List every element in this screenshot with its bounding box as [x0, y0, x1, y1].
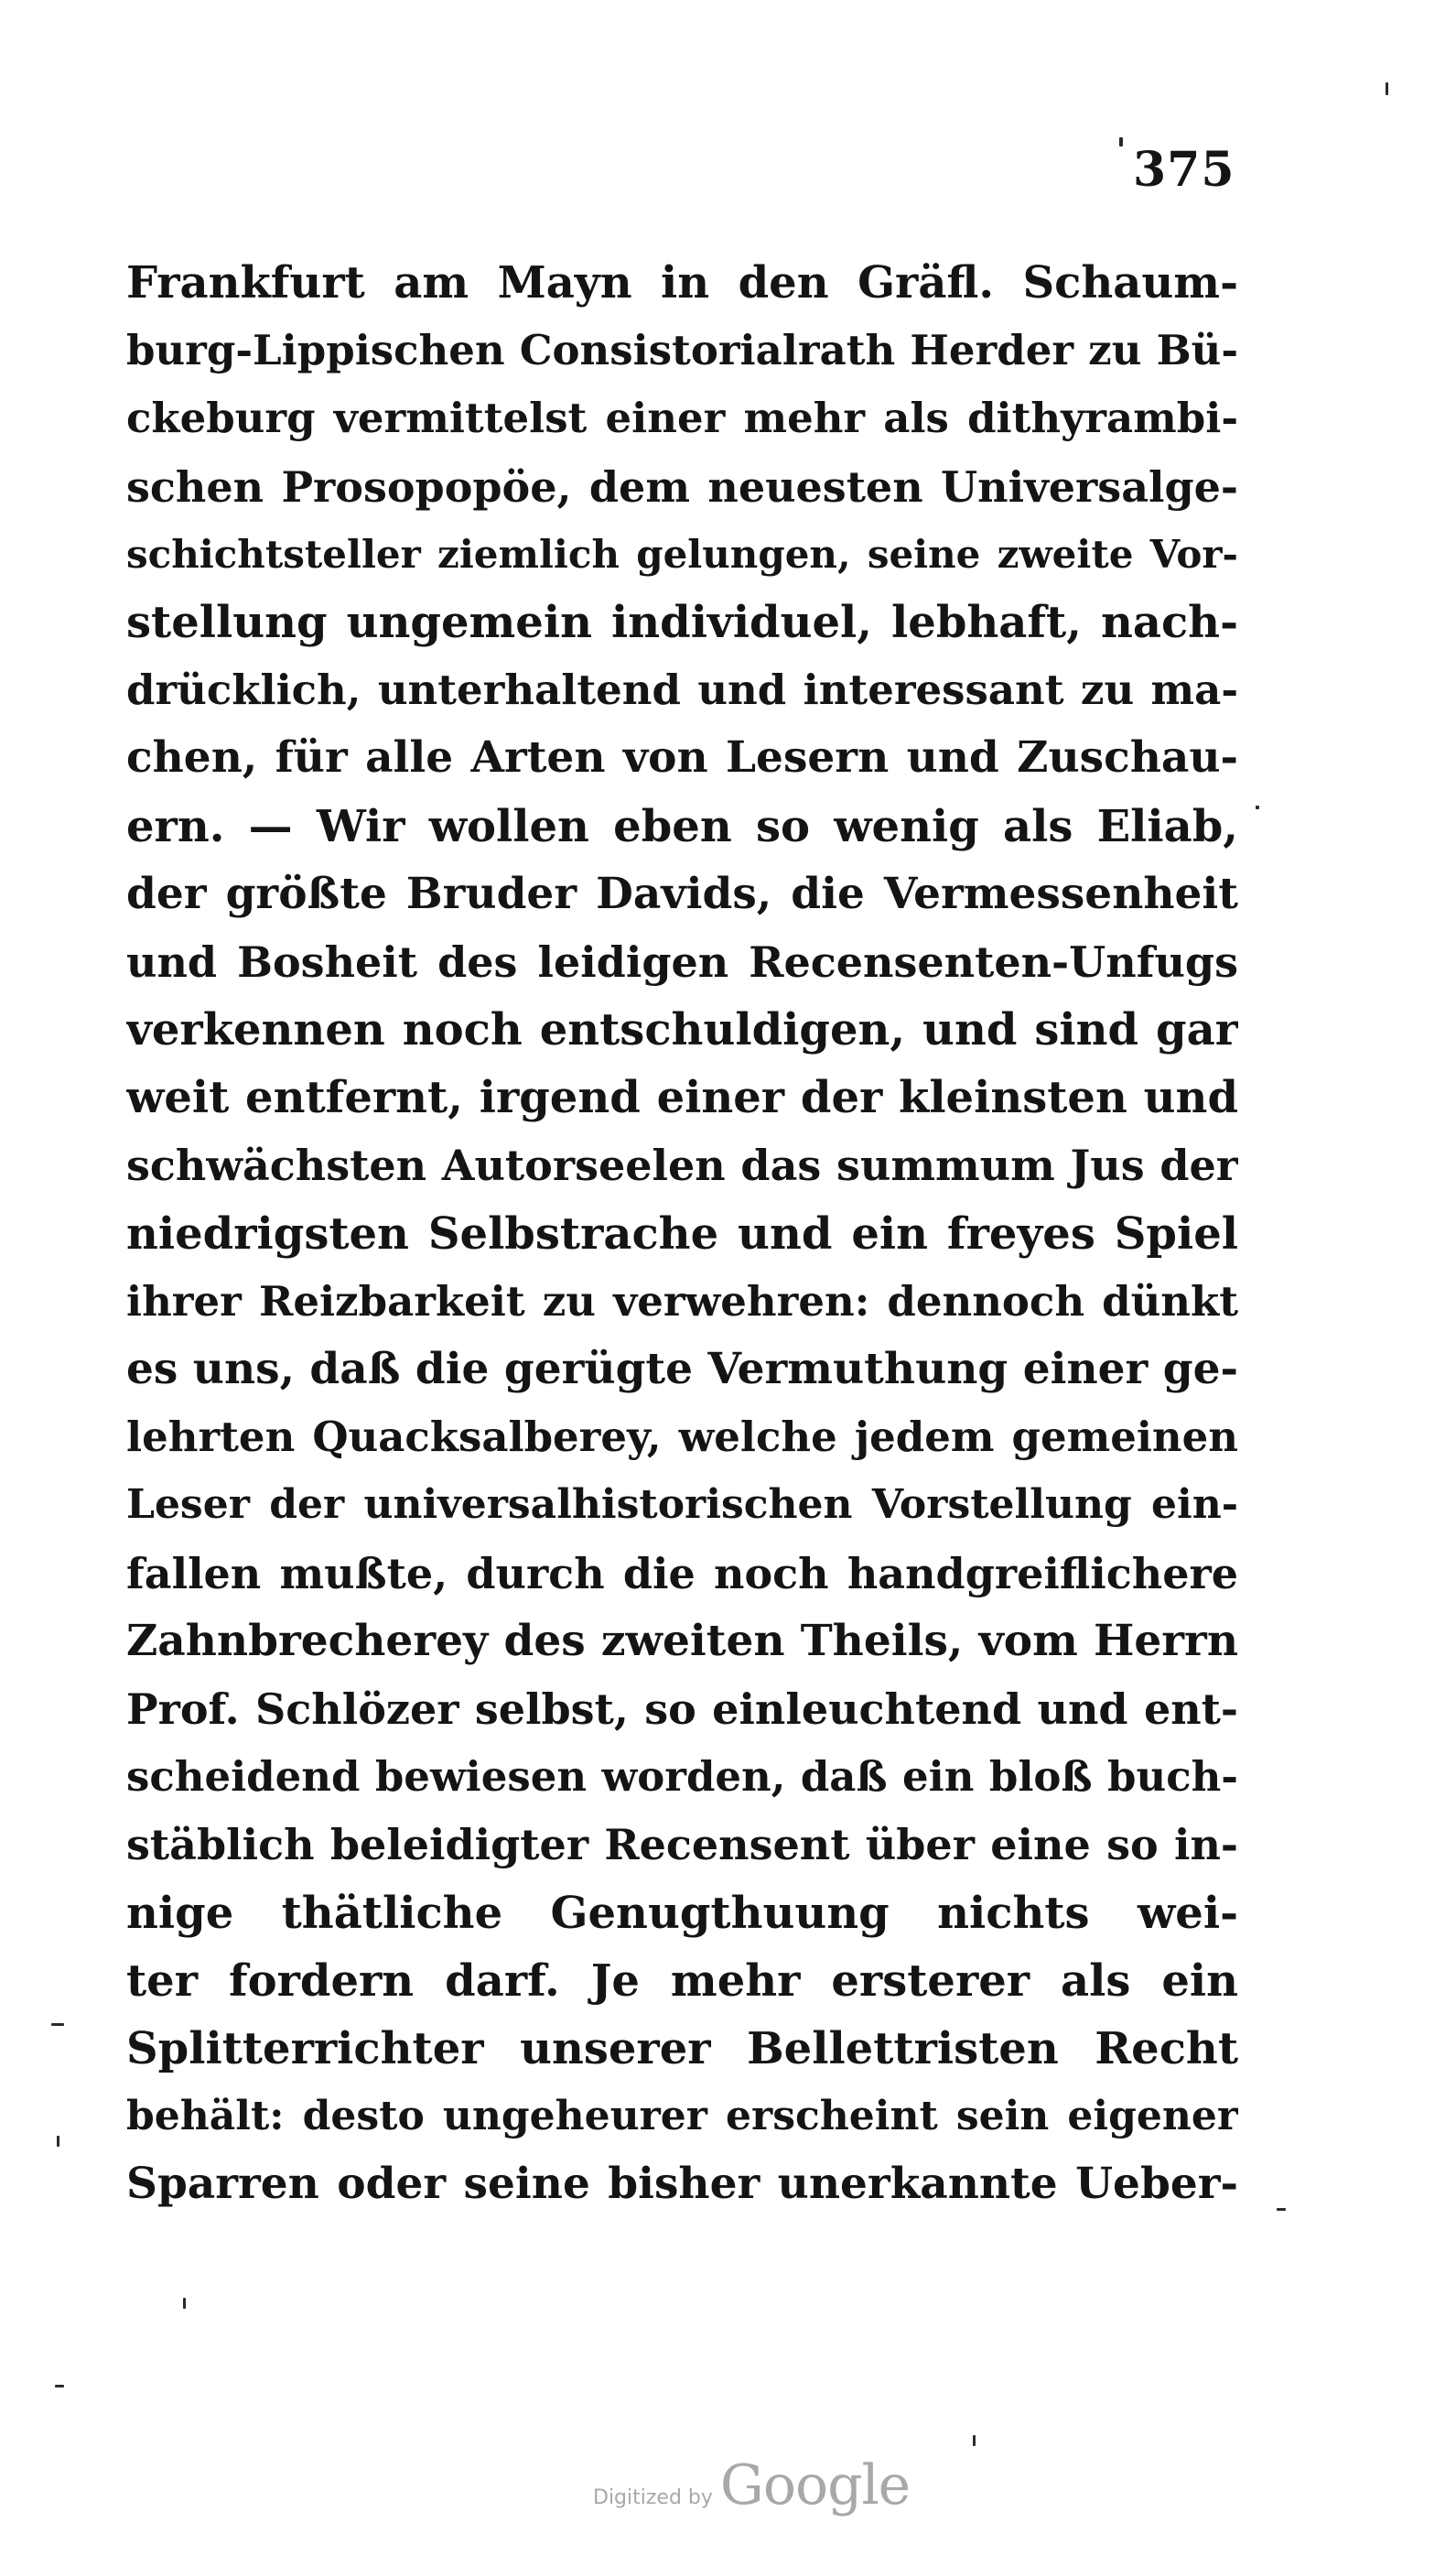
text-line: behält: desto ungeheurer erscheint sein eigener	[126, 2093, 1238, 2140]
text-line: Sparren oder seine bisher unerkannte Ueber-	[126, 2159, 1238, 2210]
text-line: ihrer Reizbarkeit zu verwehren: dennoch dünkt	[126, 1276, 1238, 1326]
text-line: ckeburg vermittelst einer mehr als dithyrambi-	[126, 394, 1238, 443]
text-line: der größte Bruder Davids, die Vermessenheit	[126, 868, 1238, 919]
text-line: schichtsteller ziemlich gelungen, seine zweite Vor-	[126, 531, 1238, 577]
text-line: stellung ungemein individuel, lebhaft, nach-	[126, 596, 1238, 648]
text-line: es uns, daß die gerügte Vermuthung einer ge-	[126, 1344, 1238, 1394]
text-line: scheidend bewiesen worden, daß ein bloß buch-	[126, 1752, 1238, 1802]
text-line: weit entfernt, irgend einer der kleinsten und	[126, 1072, 1238, 1124]
scan-speck	[973, 2435, 976, 2446]
scan-speck	[51, 2023, 64, 2026]
scan-speck	[1386, 82, 1388, 95]
text-line: Leser der universalhistorischen Vorstellung ein-	[126, 1481, 1238, 1529]
text-line: nige thätliche Genugthuung nichts wei-	[126, 1887, 1238, 1939]
text-line: Frankfurt am Mayn in den Gräfl. Schaum-	[126, 257, 1238, 309]
text-line: und Bosheit des leidigen Recensenten-Unfugs	[126, 937, 1238, 987]
text-line: lehrten Quacksalberey, welche jedem gemeinen	[126, 1413, 1238, 1462]
text-line: stäblich beleidigter Recensent über eine so in-	[126, 1820, 1238, 1870]
text-line: drücklich, unterhaltend und interessant zu ma-	[126, 666, 1238, 715]
text-line: Splitterrichter unserer Bellettristen Recht	[126, 2022, 1238, 2074]
scan-speck	[1119, 137, 1123, 146]
text-line: ern. — Wir wollen eben so wenig als Eliab,	[126, 800, 1238, 852]
text-line: ter fordern darf. Je mehr ersterer als ein	[126, 1954, 1238, 2007]
watermark-prefix: Digitized by	[593, 2486, 713, 2509]
text-line: fallen mußte, durch die noch handgreiflichere	[126, 1548, 1238, 1598]
google-logo: Google	[719, 2453, 911, 2517]
text-line: burg-Lippischen Consistorialrath Herder zu Bü-	[126, 326, 1238, 375]
digitized-by-watermark	[593, 2453, 910, 2517]
text-line: schwächsten Autorseelen das summum Jus der	[126, 1141, 1238, 1191]
text-line: Prof. Schlözer selbst, so einleuchtend und ent-	[126, 1684, 1238, 1734]
text-line: verkennen noch entschuldigen, und sind gar	[126, 1004, 1238, 1056]
body-text	[126, 249, 1238, 2218]
page-number: 375	[1133, 142, 1235, 198]
scan-speck	[57, 2136, 59, 2147]
text-line: niedrigsten Selbstrache und ein freyes Spiel	[126, 1207, 1238, 1260]
text-line: schen Prosopopöe, dem neuesten Universalge-	[126, 461, 1238, 512]
scan-speck	[1256, 806, 1259, 809]
scan-speck	[183, 2298, 186, 2309]
text-line: chen, für alle Arten von Lesern und Zuschau-	[126, 732, 1238, 784]
scan-speck	[55, 2385, 64, 2387]
scan-speck	[1277, 2208, 1286, 2211]
text-line: Zahnbrecherey des zweiten Theils, vom Herrn	[126, 1615, 1238, 1666]
